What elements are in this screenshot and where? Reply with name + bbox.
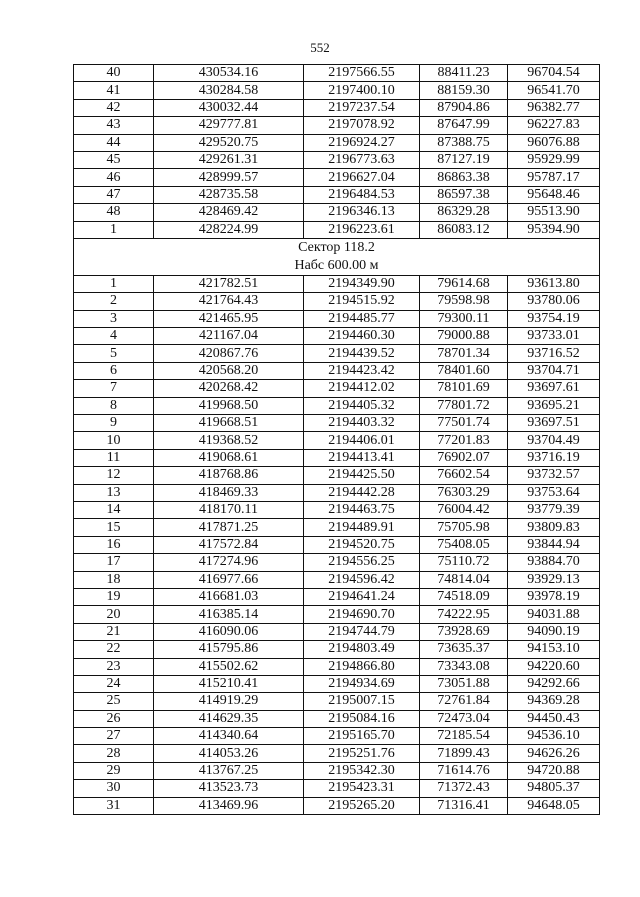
coordinate-cell: 93753.64: [508, 484, 600, 501]
coordinate-cell: 419368.52: [154, 432, 304, 449]
coordinate-cell: 416681.03: [154, 588, 304, 605]
point-number-cell: 9: [74, 415, 154, 432]
point-number-cell: 21: [74, 623, 154, 640]
coordinate-cell: 94720.88: [508, 762, 600, 779]
point-number-cell: 7: [74, 380, 154, 397]
coordinate-cell: 2194485.77: [304, 310, 420, 327]
coordinate-cell: 2194406.01: [304, 432, 420, 449]
coordinate-cell: 418768.86: [154, 467, 304, 484]
table-row: [74, 484, 600, 501]
coordinate-cell: 93695.21: [508, 397, 600, 414]
point-number-cell: 11: [74, 449, 154, 466]
point-number-cell: 1: [74, 221, 154, 238]
table-row: [74, 345, 600, 362]
point-number-cell: 41: [74, 82, 154, 99]
coordinate-cell: 2194520.75: [304, 536, 420, 553]
coordinate-cell: 96704.54: [508, 65, 600, 82]
sector-header: [74, 238, 600, 275]
coordinate-cell: 2197078.92: [304, 117, 420, 134]
coordinate-cell: 2194412.02: [304, 380, 420, 397]
coordinate-cell: 74518.09: [420, 588, 508, 605]
coordinate-cell: 74222.95: [420, 606, 508, 623]
coordinate-cell: 95929.99: [508, 151, 600, 168]
coordinate-cell: 413469.96: [154, 797, 304, 814]
table-row: [74, 186, 600, 203]
coordinate-cell: 2194442.28: [304, 484, 420, 501]
table-row: [74, 641, 600, 658]
coordinate-cell: 93844.94: [508, 536, 600, 553]
point-number-cell: 17: [74, 554, 154, 571]
coordinate-cell: 94450.43: [508, 710, 600, 727]
point-number-cell: 26: [74, 710, 154, 727]
coordinate-cell: 2195265.20: [304, 797, 420, 814]
coordinate-cell: 429520.75: [154, 134, 304, 151]
point-number-cell: 19: [74, 588, 154, 605]
coordinate-cell: 88411.23: [420, 65, 508, 82]
coordinate-cell: 2194489.91: [304, 519, 420, 536]
coordinate-cell: 2197237.54: [304, 99, 420, 116]
block1-rows: [74, 65, 600, 239]
point-number-cell: 27: [74, 728, 154, 745]
coordinate-cell: 94648.05: [508, 797, 600, 814]
coordinate-cell: 94153.10: [508, 641, 600, 658]
coordinate-cell: 72761.84: [420, 693, 508, 710]
coordinate-cell: 78701.34: [420, 345, 508, 362]
coordinate-cell: 93754.19: [508, 310, 600, 327]
coordinate-cell: 94805.37: [508, 780, 600, 797]
table-row: [74, 467, 600, 484]
point-number-cell: 47: [74, 186, 154, 203]
point-number-cell: 12: [74, 467, 154, 484]
coordinate-cell: 94369.28: [508, 693, 600, 710]
coordinate-cell: 93809.83: [508, 519, 600, 536]
sector-title: Сектор 118.2: [298, 239, 375, 255]
table-row: [74, 745, 600, 762]
coordinates-table: [73, 64, 600, 815]
coordinate-cell: 415502.62: [154, 658, 304, 675]
table-row: [74, 204, 600, 221]
point-number-cell: 28: [74, 745, 154, 762]
coordinate-cell: 2196773.63: [304, 151, 420, 168]
point-number-cell: 14: [74, 501, 154, 518]
coordinate-cell: 96541.70: [508, 82, 600, 99]
coordinate-cell: 72185.54: [420, 728, 508, 745]
point-number-cell: 30: [74, 780, 154, 797]
coordinate-cell: 429261.31: [154, 151, 304, 168]
coordinate-cell: 2196924.27: [304, 134, 420, 151]
coordinate-cell: 77201.83: [420, 432, 508, 449]
table-row: [74, 623, 600, 640]
coordinate-cell: 96227.83: [508, 117, 600, 134]
coordinate-cell: 2194515.92: [304, 293, 420, 310]
coordinate-cell: 414340.64: [154, 728, 304, 745]
table-row: [74, 519, 600, 536]
coordinate-cell: 76602.54: [420, 467, 508, 484]
coordinate-cell: 2194423.42: [304, 362, 420, 379]
coordinate-cell: 88159.30: [420, 82, 508, 99]
coordinate-cell: 418170.11: [154, 501, 304, 518]
coordinate-cell: 94031.88: [508, 606, 600, 623]
coordinate-cell: 2195165.70: [304, 728, 420, 745]
coordinate-cell: 86863.38: [420, 169, 508, 186]
coordinate-cell: 414053.26: [154, 745, 304, 762]
coordinate-cell: 86083.12: [420, 221, 508, 238]
table-row: [74, 658, 600, 675]
point-number-cell: 31: [74, 797, 154, 814]
table-row: [74, 397, 600, 414]
coordinate-cell: 2196346.13: [304, 204, 420, 221]
coordinate-cell: 73051.88: [420, 675, 508, 692]
coordinate-cell: 76004.42: [420, 501, 508, 518]
coordinate-cell: 2194934.69: [304, 675, 420, 692]
coordinate-cell: 87904.86: [420, 99, 508, 116]
coordinate-cell: 2194556.25: [304, 554, 420, 571]
coordinate-cell: 93697.51: [508, 415, 600, 432]
table-row: [74, 797, 600, 814]
coordinate-cell: 416090.06: [154, 623, 304, 640]
block2-rows: [74, 275, 600, 814]
coordinate-cell: 71614.76: [420, 762, 508, 779]
table-row: [74, 151, 600, 168]
coordinate-cell: 71372.43: [420, 780, 508, 797]
point-number-cell: 3: [74, 310, 154, 327]
coordinate-cell: 94536.10: [508, 728, 600, 745]
table-row: [74, 675, 600, 692]
coordinate-cell: 96076.88: [508, 134, 600, 151]
coordinate-cell: 77801.72: [420, 397, 508, 414]
coordinate-cell: 74814.04: [420, 571, 508, 588]
coordinate-cell: 87127.19: [420, 151, 508, 168]
coordinate-cell: 2194460.30: [304, 328, 420, 345]
coordinate-cell: 428735.58: [154, 186, 304, 203]
coordinate-cell: 93779.39: [508, 501, 600, 518]
coordinate-cell: 428999.57: [154, 169, 304, 186]
coordinate-cell: 96382.77: [508, 99, 600, 116]
coordinate-cell: 428224.99: [154, 221, 304, 238]
coordinate-cell: 93704.71: [508, 362, 600, 379]
coordinate-cell: 87388.75: [420, 134, 508, 151]
point-number-cell: 13: [74, 484, 154, 501]
coordinate-cell: 94090.19: [508, 623, 600, 640]
coordinate-cell: 416385.14: [154, 606, 304, 623]
coordinate-cell: 86597.38: [420, 186, 508, 203]
coordinate-cell: 75705.98: [420, 519, 508, 536]
coordinate-cell: 2194439.52: [304, 345, 420, 362]
coordinate-cell: 420568.20: [154, 362, 304, 379]
coordinate-cell: 76902.07: [420, 449, 508, 466]
coordinate-cell: 2194425.50: [304, 467, 420, 484]
coordinate-cell: 417274.96: [154, 554, 304, 571]
coordinate-cell: 94220.60: [508, 658, 600, 675]
coordinate-cell: 413767.25: [154, 762, 304, 779]
table-row: [74, 380, 600, 397]
coordinate-cell: 430032.44: [154, 99, 304, 116]
coordinate-cell: 95787.17: [508, 169, 600, 186]
coordinate-cell: 2194413.41: [304, 449, 420, 466]
coordinate-cell: 414919.29: [154, 693, 304, 710]
point-number-cell: 43: [74, 117, 154, 134]
table-row: [74, 710, 600, 727]
table-row: [74, 554, 600, 571]
coordinate-cell: 95394.90: [508, 221, 600, 238]
point-number-cell: 40: [74, 65, 154, 82]
point-number-cell: 25: [74, 693, 154, 710]
coordinate-cell: 418469.33: [154, 484, 304, 501]
coordinate-cell: 2196223.61: [304, 221, 420, 238]
table-row: [74, 65, 600, 82]
coordinate-cell: 2194405.32: [304, 397, 420, 414]
coordinate-cell: 94292.66: [508, 675, 600, 692]
coordinate-cell: 93697.61: [508, 380, 600, 397]
point-number-cell: 6: [74, 362, 154, 379]
coordinate-cell: 419068.61: [154, 449, 304, 466]
point-number-cell: 24: [74, 675, 154, 692]
coordinate-cell: 430284.58: [154, 82, 304, 99]
point-number-cell: 20: [74, 606, 154, 623]
coordinate-cell: 94626.26: [508, 745, 600, 762]
coordinate-cell: 86329.28: [420, 204, 508, 221]
coordinate-cell: 2195251.76: [304, 745, 420, 762]
coordinate-cell: 415210.41: [154, 675, 304, 692]
table-row: [74, 432, 600, 449]
coordinate-cell: 2194803.49: [304, 641, 420, 658]
coordinate-cell: 93780.06: [508, 293, 600, 310]
coordinate-cell: 95513.90: [508, 204, 600, 221]
coordinate-cell: 87647.99: [420, 117, 508, 134]
point-number-cell: 29: [74, 762, 154, 779]
point-number-cell: 10: [74, 432, 154, 449]
coordinate-cell: 420867.76: [154, 345, 304, 362]
point-number-cell: 42: [74, 99, 154, 116]
point-number-cell: 5: [74, 345, 154, 362]
coordinate-cell: 2194349.90: [304, 275, 420, 292]
coordinate-cell: 2194866.80: [304, 658, 420, 675]
coordinate-cell: 75110.72: [420, 554, 508, 571]
coordinate-cell: 93613.80: [508, 275, 600, 292]
coordinate-cell: 93732.57: [508, 467, 600, 484]
coordinate-cell: 93716.19: [508, 449, 600, 466]
point-number-cell: 15: [74, 519, 154, 536]
coordinate-cell: 421167.04: [154, 328, 304, 345]
coordinate-cell: 71316.41: [420, 797, 508, 814]
coordinate-cell: 2195084.16: [304, 710, 420, 727]
point-number-cell: 1: [74, 275, 154, 292]
coordinate-cell: 414629.35: [154, 710, 304, 727]
coordinate-cell: 71899.43: [420, 745, 508, 762]
coordinate-cell: 2194596.42: [304, 571, 420, 588]
coordinate-cell: 73635.37: [420, 641, 508, 658]
table-row: [74, 293, 600, 310]
page-number: 552: [310, 40, 330, 55]
coordinate-cell: 93733.01: [508, 328, 600, 345]
coordinate-cell: 421782.51: [154, 275, 304, 292]
table-row: [74, 780, 600, 797]
point-number-cell: 45: [74, 151, 154, 168]
point-number-cell: 46: [74, 169, 154, 186]
coordinate-cell: 2194463.75: [304, 501, 420, 518]
table-row: [74, 169, 600, 186]
coordinate-cell: 417572.84: [154, 536, 304, 553]
point-number-cell: 4: [74, 328, 154, 345]
coordinate-cell: 93978.19: [508, 588, 600, 605]
coordinate-cell: 420268.42: [154, 380, 304, 397]
table-row: [74, 606, 600, 623]
coordinate-cell: 419668.51: [154, 415, 304, 432]
coordinate-cell: 93884.70: [508, 554, 600, 571]
table-row: [74, 117, 600, 134]
table-row: [74, 82, 600, 99]
table-row: [74, 571, 600, 588]
table-row: [74, 728, 600, 745]
coordinate-cell: 419968.50: [154, 397, 304, 414]
coordinate-cell: 2194744.79: [304, 623, 420, 640]
coordinate-cell: 2195423.31: [304, 780, 420, 797]
coordinate-cell: 79000.88: [420, 328, 508, 345]
coordinate-cell: 2195342.30: [304, 762, 420, 779]
table-row: [74, 275, 600, 292]
coordinate-cell: 78101.69: [420, 380, 508, 397]
coordinate-cell: 79300.11: [420, 310, 508, 327]
table-row: [74, 362, 600, 379]
coordinate-cell: 93704.49: [508, 432, 600, 449]
coordinate-cell: 428469.42: [154, 204, 304, 221]
coordinate-cell: 415795.86: [154, 641, 304, 658]
table-row: [74, 501, 600, 518]
coordinate-cell: 417871.25: [154, 519, 304, 536]
coordinate-cell: 76303.29: [420, 484, 508, 501]
point-number-cell: 22: [74, 641, 154, 658]
coordinate-cell: 79598.98: [420, 293, 508, 310]
coordinate-cell: 430534.16: [154, 65, 304, 82]
coordinate-cell: 2195007.15: [304, 693, 420, 710]
point-number-cell: 2: [74, 293, 154, 310]
coordinate-cell: 429777.81: [154, 117, 304, 134]
coordinate-cell: 93716.52: [508, 345, 600, 362]
coordinate-cell: 2196484.53: [304, 186, 420, 203]
table-row: [74, 693, 600, 710]
coordinate-cell: 2197400.10: [304, 82, 420, 99]
table-row: [74, 134, 600, 151]
coordinate-cell: 72473.04: [420, 710, 508, 727]
point-number-cell: 23: [74, 658, 154, 675]
coordinate-cell: 2196627.04: [304, 169, 420, 186]
coordinate-cell: 73343.08: [420, 658, 508, 675]
coordinate-cell: 75408.05: [420, 536, 508, 553]
point-number-cell: 16: [74, 536, 154, 553]
coordinate-cell: 413523.73: [154, 780, 304, 797]
coordinate-cell: 416977.66: [154, 571, 304, 588]
table-row: [74, 310, 600, 327]
coordinate-cell: 421465.95: [154, 310, 304, 327]
table-row: [74, 99, 600, 116]
coordinate-cell: 95648.46: [508, 186, 600, 203]
coordinate-cell: 2194403.32: [304, 415, 420, 432]
coordinate-cell: 93929.13: [508, 571, 600, 588]
coordinate-cell: 73928.69: [420, 623, 508, 640]
table-row: [74, 415, 600, 432]
point-number-cell: 8: [74, 397, 154, 414]
coordinate-cell: 421764.43: [154, 293, 304, 310]
table-row: [74, 328, 600, 345]
table-row: [74, 536, 600, 553]
coordinate-cell: 77501.74: [420, 415, 508, 432]
point-number-cell: 48: [74, 204, 154, 221]
coordinate-cell: 78401.60: [420, 362, 508, 379]
coordinate-cell: 2194690.70: [304, 606, 420, 623]
coordinate-cell: 79614.68: [420, 275, 508, 292]
coordinate-cell: 2194641.24: [304, 588, 420, 605]
sector-height: Набс 600.00 м: [294, 257, 379, 273]
coordinate-cell: 2197566.55: [304, 65, 420, 82]
point-number-cell: 18: [74, 571, 154, 588]
table-row: [74, 588, 600, 605]
point-number-cell: 44: [74, 134, 154, 151]
table-row: [74, 221, 600, 238]
table-row: [74, 449, 600, 466]
sector-header-row: [74, 238, 600, 275]
table-row: [74, 762, 600, 779]
